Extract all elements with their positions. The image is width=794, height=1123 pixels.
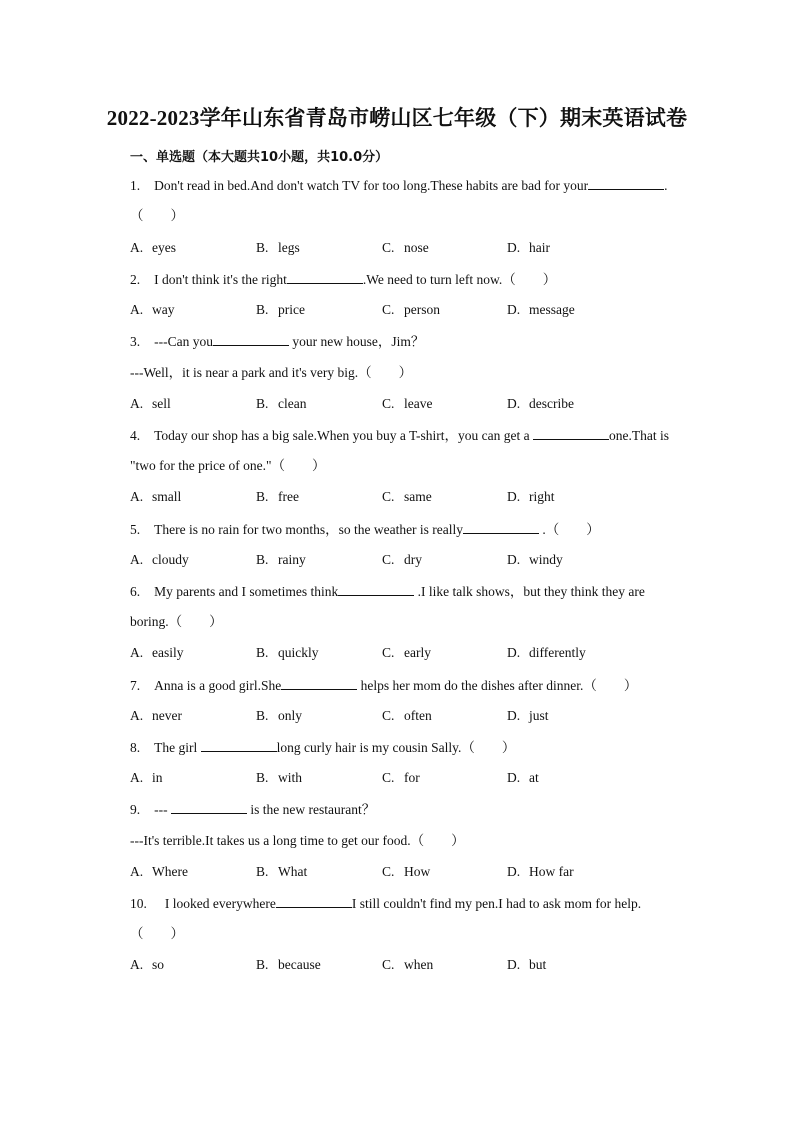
question-1-options <box>130 239 650 257</box>
option-b[interactable] <box>256 769 302 787</box>
question-10-line-2 <box>130 925 184 943</box>
option-b[interactable] <box>256 863 307 881</box>
option-letter: D. <box>507 240 521 255</box>
option-b[interactable] <box>256 551 306 569</box>
question-4-options <box>130 488 650 506</box>
option-c[interactable] <box>382 301 440 319</box>
option-text: small <box>152 489 182 504</box>
option-text: only <box>278 708 303 723</box>
question-text: .（ ） <box>539 522 600 537</box>
question-text: one.That is <box>608 428 669 443</box>
question-7-options <box>130 707 650 725</box>
question-number: 6. <box>130 584 141 599</box>
option-d[interactable] <box>507 488 555 506</box>
question-text: .We need to turn left now.（ ） <box>362 272 557 287</box>
option-text: just <box>529 708 549 723</box>
question-6-line-1 <box>130 582 645 601</box>
option-text: same <box>404 489 432 504</box>
option-text: differently <box>529 645 586 660</box>
option-letter: D. <box>507 957 521 972</box>
option-a[interactable] <box>130 239 176 257</box>
option-letter: D. <box>507 770 521 785</box>
option-c[interactable] <box>382 395 432 413</box>
option-letter: D. <box>507 302 521 317</box>
question-text: Today our shop has a big sale.When you buy a T-shirt，you can get a <box>154 428 533 443</box>
option-letter: B. <box>256 708 269 723</box>
question-10-options <box>130 956 650 974</box>
question-4-line-1 <box>130 426 669 445</box>
question-text: ---It's terrible.It takes us a long time to get our food.（ ） <box>130 833 465 848</box>
question-text: long curly hair is my cousin Sally.（ ） <box>276 740 516 755</box>
option-text: way <box>152 302 175 317</box>
option-text: How <box>404 864 431 879</box>
answer-blank <box>338 582 414 596</box>
question-9-line-1 <box>130 800 375 819</box>
option-text: in <box>152 770 163 785</box>
option-d[interactable] <box>507 769 539 787</box>
answer-blank <box>213 332 289 346</box>
option-text: right <box>529 489 555 504</box>
option-letter: C. <box>382 864 395 879</box>
option-d[interactable] <box>507 551 563 569</box>
option-text: quickly <box>278 645 319 660</box>
option-text: nose <box>404 240 429 255</box>
option-letter: C. <box>382 552 395 567</box>
option-letter: B. <box>256 645 269 660</box>
question-text: .I like talk shows，but they think they are <box>414 584 645 599</box>
option-letter: D. <box>507 489 521 504</box>
option-text: often <box>404 708 432 723</box>
question-text: --- <box>154 802 171 817</box>
option-c[interactable] <box>382 488 432 506</box>
option-letter: B. <box>256 396 269 411</box>
option-text: because <box>278 957 321 972</box>
answer-blank <box>201 738 277 752</box>
answer-blank <box>281 676 357 690</box>
option-c[interactable] <box>382 707 432 725</box>
question-text: is the new restaurant？ <box>247 802 376 817</box>
option-d[interactable] <box>507 644 586 662</box>
question-9-options <box>130 863 650 881</box>
option-d[interactable] <box>507 863 574 881</box>
question-6-options <box>130 644 650 662</box>
option-letter: C. <box>382 302 395 317</box>
option-b[interactable] <box>256 644 319 662</box>
option-d[interactable] <box>507 395 574 413</box>
question-text: The girl <box>154 740 201 755</box>
question-4-line-2 <box>130 457 325 475</box>
option-text: message <box>529 302 575 317</box>
question-number: 10. <box>130 896 147 911</box>
question-10-line-1 <box>130 894 641 913</box>
option-text: leave <box>404 396 433 411</box>
option-letter: B. <box>256 552 269 567</box>
option-a[interactable] <box>130 488 181 506</box>
option-letter: C. <box>382 770 395 785</box>
option-text: hair <box>529 240 550 255</box>
option-a[interactable] <box>130 956 164 974</box>
question-number: 5. <box>130 522 141 537</box>
option-d[interactable] <box>507 239 550 257</box>
question-8-line-1 <box>130 738 515 757</box>
option-c[interactable] <box>382 551 422 569</box>
question-1-line-1 <box>130 176 668 195</box>
option-c[interactable] <box>382 644 431 662</box>
option-text: cloudy <box>152 552 189 567</box>
option-a[interactable] <box>130 301 175 319</box>
option-text: with <box>278 770 303 785</box>
question-9-line-2 <box>130 832 465 850</box>
option-letter: A. <box>130 770 144 785</box>
option-letter: C. <box>382 957 395 972</box>
option-text: dry <box>404 552 422 567</box>
option-letter: B. <box>256 302 269 317</box>
question-text: Don't read in bed.And don't watch TV for too long.These habits are bad for your <box>154 178 589 193</box>
option-text: when <box>404 957 434 972</box>
question-text: "two for the price of one."（ ） <box>130 458 326 473</box>
option-a[interactable] <box>130 644 184 662</box>
option-text: rainy <box>278 552 306 567</box>
question-6-line-2 <box>130 613 223 631</box>
option-text: early <box>404 645 431 660</box>
option-letter: D. <box>507 708 521 723</box>
option-text: describe <box>529 396 574 411</box>
question-number: 3. <box>130 334 141 349</box>
option-letter: B. <box>256 489 269 504</box>
option-text: person <box>404 302 440 317</box>
option-letter: C. <box>382 396 395 411</box>
option-b[interactable] <box>256 956 321 974</box>
option-letter: B. <box>256 770 269 785</box>
option-text: never <box>152 708 182 723</box>
option-text: at <box>529 770 539 785</box>
option-letter: A. <box>130 708 144 723</box>
option-letter: D. <box>507 552 521 567</box>
question-text: . <box>664 178 668 193</box>
question-text: helps her mom do the dishes after dinner.（ ） <box>357 678 638 693</box>
option-letter: D. <box>507 396 521 411</box>
question-text: I still couldn't find my pen.I had to ask mom for help. <box>351 896 642 911</box>
question-5-options <box>130 551 650 569</box>
option-letter: A. <box>130 957 144 972</box>
option-a[interactable] <box>130 395 171 413</box>
option-text: easily <box>152 645 184 660</box>
question-text: your new house，Jim？ <box>288 334 425 349</box>
answer-blank <box>463 520 539 534</box>
question-2-options <box>130 301 650 319</box>
question-text: I don't think it's the right <box>154 272 287 287</box>
answer-blank <box>287 270 363 284</box>
question-number: 7. <box>130 678 141 693</box>
option-a[interactable] <box>130 707 182 725</box>
question-text: My parents and I sometimes think <box>154 584 339 599</box>
option-text: sell <box>152 396 171 411</box>
question-text: （ ） <box>130 208 184 223</box>
option-text: for <box>404 770 420 785</box>
option-b[interactable] <box>256 707 302 725</box>
question-2-line-1 <box>130 270 556 289</box>
option-letter: B. <box>256 957 269 972</box>
section-heading: 一、单选题（本大题共10小题，共10.0分） <box>130 150 389 165</box>
answer-blank <box>588 176 664 190</box>
option-b[interactable] <box>256 239 300 257</box>
answer-blank <box>533 426 609 440</box>
option-d[interactable] <box>507 956 546 974</box>
answer-blank <box>171 800 247 814</box>
question-1-line-2 <box>130 207 184 225</box>
question-text: I looked everywhere <box>164 896 276 911</box>
question-text: boring.（ ） <box>130 614 223 629</box>
question-text: ---Well，it is near a park and it's very big.（ ） <box>130 365 413 380</box>
option-text: clean <box>278 396 307 411</box>
question-number: 2. <box>130 272 141 287</box>
option-letter: C. <box>382 645 395 660</box>
option-text: How far <box>529 864 574 879</box>
option-text: legs <box>278 240 300 255</box>
question-number: 1. <box>130 178 141 193</box>
option-b[interactable] <box>256 488 299 506</box>
question-number: 9. <box>130 802 141 817</box>
option-letter: A. <box>130 240 144 255</box>
option-c[interactable] <box>382 769 420 787</box>
option-letter: D. <box>507 645 521 660</box>
question-3-line-1 <box>130 332 424 351</box>
option-a[interactable] <box>130 863 188 881</box>
option-letter: C. <box>382 240 395 255</box>
option-a[interactable] <box>130 769 163 787</box>
question-text: There is no rain for two months，so the weather is really <box>154 522 464 537</box>
option-c[interactable] <box>382 239 429 257</box>
option-text: eyes <box>152 240 176 255</box>
question-3-options <box>130 395 650 413</box>
option-d[interactable] <box>507 707 549 725</box>
option-a[interactable] <box>130 551 189 569</box>
option-letter: A. <box>130 302 144 317</box>
option-b[interactable] <box>256 301 305 319</box>
option-text: price <box>278 302 305 317</box>
option-letter: D. <box>507 864 521 879</box>
option-letter: A. <box>130 645 144 660</box>
option-letter: A. <box>130 864 144 879</box>
answer-blank <box>276 894 352 908</box>
option-letter: A. <box>130 552 144 567</box>
option-text: but <box>529 957 547 972</box>
question-text: ---Can you <box>154 334 213 349</box>
option-c[interactable] <box>382 956 433 974</box>
option-text: windy <box>529 552 563 567</box>
question-number: 8. <box>130 740 141 755</box>
question-text: （ ） <box>130 926 184 941</box>
question-8-options <box>130 769 650 787</box>
question-5-line-1 <box>130 520 600 539</box>
question-text: Anna is a good girl.She <box>154 678 282 693</box>
option-letter: B. <box>256 240 269 255</box>
option-letter: C. <box>382 489 395 504</box>
option-c[interactable] <box>382 863 430 881</box>
option-text: so <box>152 957 165 972</box>
question-7-line-1 <box>130 676 637 695</box>
option-text: free <box>278 489 299 504</box>
question-3-line-2 <box>130 364 412 382</box>
option-text: What <box>278 864 308 879</box>
question-number: 4. <box>130 428 141 443</box>
page-title: 2022-2023学年山东省青岛市崂山区七年级（下）期末英语试卷 <box>106 106 688 130</box>
option-letter: A. <box>130 396 144 411</box>
option-text: Where <box>152 864 188 879</box>
option-letter: C. <box>382 708 395 723</box>
option-letter: B. <box>256 864 269 879</box>
option-letter: A. <box>130 489 144 504</box>
option-d[interactable] <box>507 301 575 319</box>
option-b[interactable] <box>256 395 306 413</box>
